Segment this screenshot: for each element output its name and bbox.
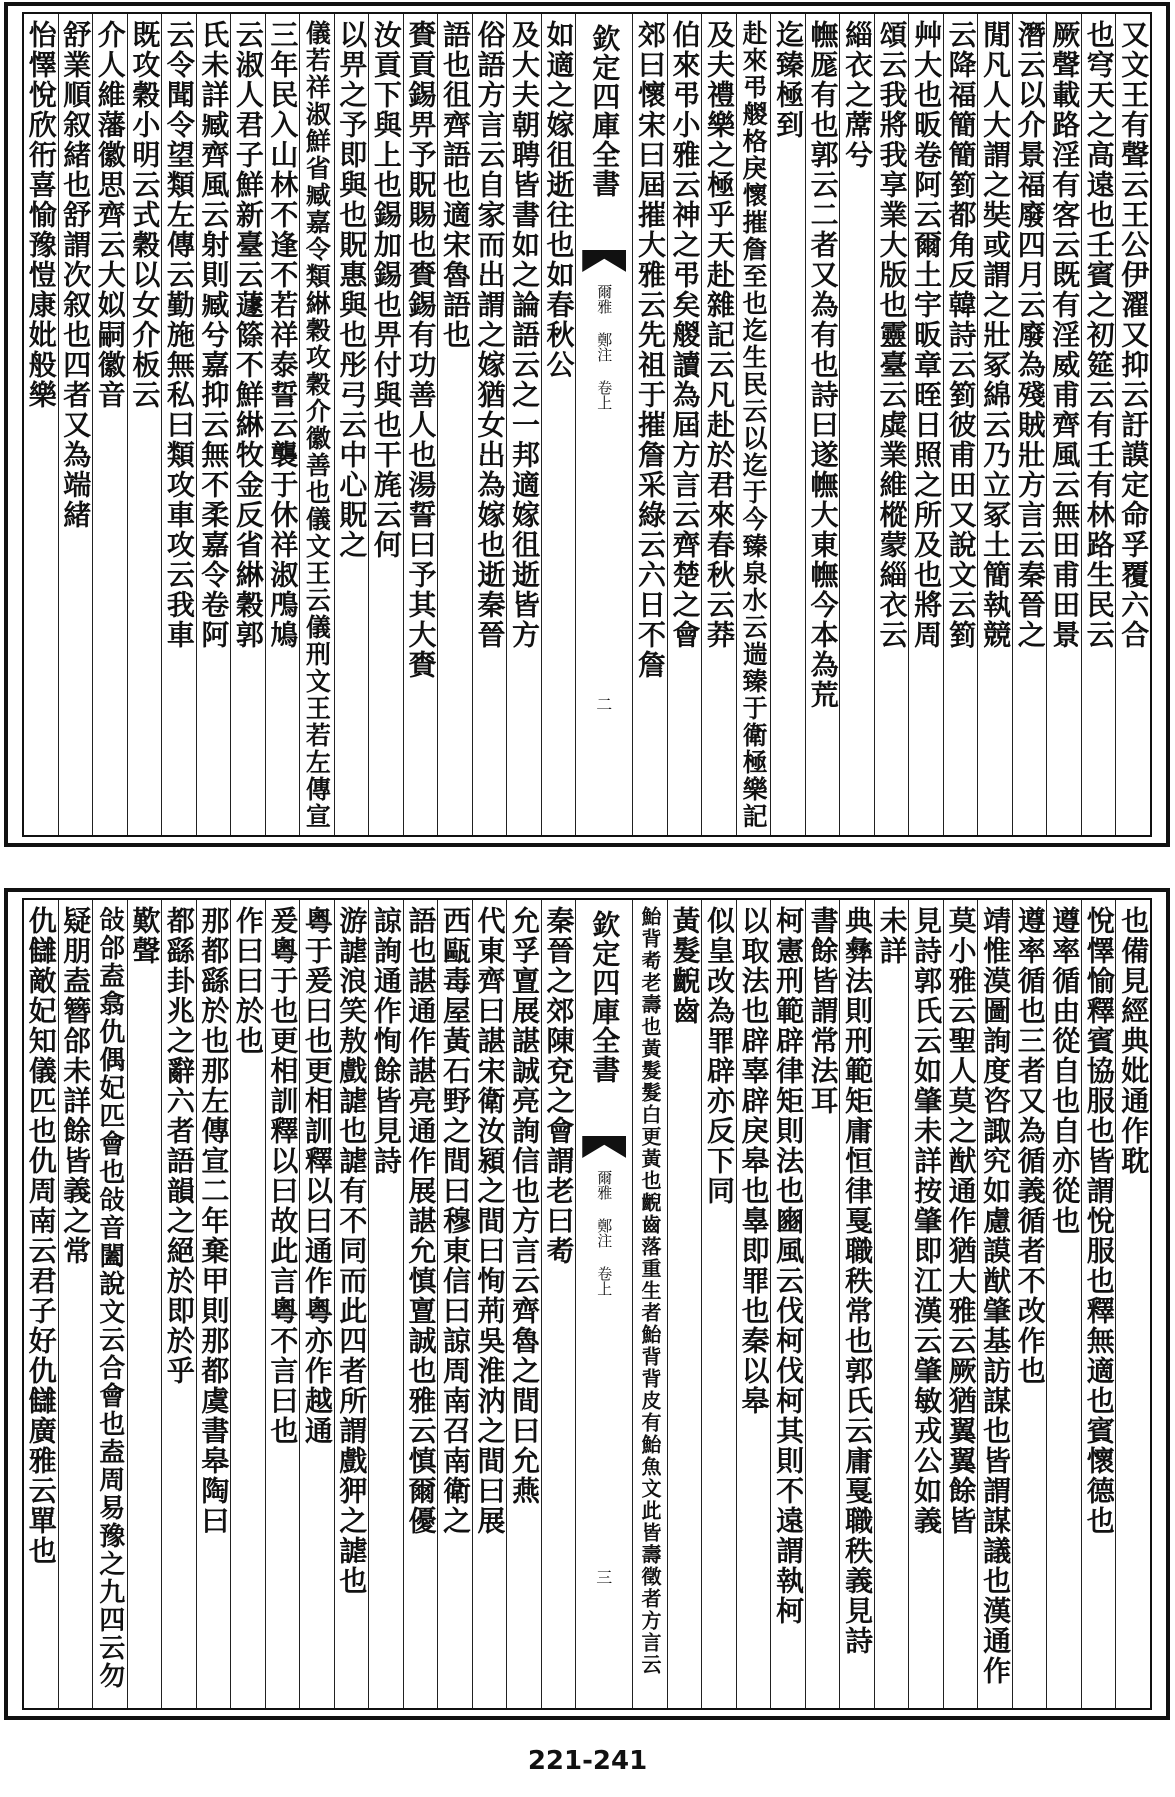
text-column <box>161 900 196 1708</box>
book-title: 欽定四庫全書 <box>588 910 622 1084</box>
column-text: 以畀之予即與也貺惠與也彤弓云中心貺之 <box>335 20 369 560</box>
column-text: 典彝法則刑範矩庸恒律戛職秩常也郭氏云庸戛職秩義見詩 <box>841 906 874 1656</box>
text-column <box>127 900 162 1708</box>
text-column <box>701 14 736 835</box>
text-column <box>1115 900 1150 1708</box>
text-column <box>977 14 1012 835</box>
column-text: 柯憲刑範辟律矩則法也豳風云伐柯伐柯其則不遠謂執柯 <box>772 906 805 1626</box>
column-text: 云令聞令望類左傳云勤施無私曰類攻車攻云我車 <box>162 20 196 650</box>
text-column <box>839 900 874 1708</box>
column-text: 汝貢下與上也錫加錫也畀付與也干旄云何 <box>369 20 403 560</box>
column-text: 艸大也昄卷阿云爾土宇昄章晊日照之所及也將周 <box>910 20 943 650</box>
text-column <box>770 14 805 835</box>
column-text: 伯來弔小雅云神之弔矣艐讀為屆方言云齊楚之會 <box>668 20 702 650</box>
text-column <box>736 14 771 835</box>
column-text: 也穹天之高遠也壬賓之初筵云有壬有林路生民云 <box>1082 20 1116 650</box>
column-text: 疑朋盍簪郃未詳餘皆義之常 <box>59 906 93 1266</box>
text-column <box>437 900 472 1708</box>
column-text: 書餘皆謂常法耳 <box>806 906 840 1116</box>
text-column <box>506 900 541 1708</box>
column-text: 怡懌悅欣衎喜愉豫愷康妣般樂 <box>24 20 58 410</box>
column-text: 赴來弔艐格戾懷摧詹至也迄生民云以迄于今臻泉水云遄臻于衛極樂記 <box>739 20 769 830</box>
text-column <box>196 14 231 835</box>
text-column <box>805 14 840 835</box>
column-text: 賚貢錫畀予貺賜也賚錫有功善人也湯誓曰予其大賚 <box>404 20 438 680</box>
volume-label: 爾雅 鄭注 卷上 <box>595 284 614 410</box>
text-column <box>299 14 334 835</box>
column-text: 三年民入山林不逢不若祥泰誓云襲于休祥淑鳲鳩 <box>266 20 300 650</box>
text-column <box>805 900 840 1708</box>
column-text: 靖惟漠圖詢度咨諏究如慮謨猷肇基訪謀也皆謂謀議也漢通作 <box>979 906 1012 1686</box>
text-column <box>839 14 874 835</box>
text-column <box>265 14 300 835</box>
column-text: 游謔浪笑敖戲謔也謔有不同而此四者所謂戲狎之謔也 <box>335 906 369 1596</box>
column-text: 鮐背耇老壽也黃髮髮白更黃也齯齒落重生者鮐背背皮有鮐魚文此皆壽徵者方言云 <box>638 906 663 1676</box>
text-column <box>1115 14 1150 835</box>
bottom-page-columns <box>24 900 1150 1708</box>
bottom-page-frame <box>22 898 1152 1710</box>
text-column <box>334 14 369 835</box>
column-text: 舒業順叙緒也舒謂次叙也四者又為端緒 <box>59 20 93 530</box>
top-page-frame <box>22 12 1152 837</box>
text-column <box>1046 14 1081 835</box>
text-column <box>1081 14 1116 835</box>
text-column <box>977 900 1012 1708</box>
text-column <box>943 14 978 835</box>
center-fold-column <box>575 14 632 835</box>
column-text: 潛云以介景福廢四月云廢為殘賊壯方言云秦晉之 <box>1013 20 1047 650</box>
text-column <box>908 14 943 835</box>
column-text: 作曰曰於也 <box>231 906 265 1056</box>
column-text: 厥聲載路淫有客云既有淫威甫齊風云無田甫田景 <box>1048 20 1081 650</box>
text-column <box>92 14 127 835</box>
folio-number: 二 <box>596 695 613 714</box>
text-column <box>472 14 507 835</box>
column-text: 及大夫朝聘皆書如之論語云之一邦適嫁徂逝皆方 <box>507 20 541 650</box>
text-column <box>24 14 58 835</box>
center-fold-column <box>575 900 632 1708</box>
text-column <box>58 14 93 835</box>
text-column <box>24 900 58 1708</box>
column-text: 歎聲 <box>128 906 162 966</box>
text-column <box>908 900 943 1708</box>
text-column <box>230 900 265 1708</box>
column-text: 云淑人君子鮮新臺云蘧篨不鮮綝牧金反省綝穀郭 <box>231 20 265 650</box>
column-text: 介人維藩徽思齊云大姒嗣徽音 <box>93 20 127 410</box>
column-text: 仇讎敵妃知儀匹也仇周南云君子好仇讎廣雅云單也 <box>24 906 58 1566</box>
column-text: 西甌毒屋黃石野之間曰穆東信曰諒周南召南衛之 <box>438 906 472 1536</box>
column-text: 緇衣之蓆兮 <box>841 20 874 170</box>
column-text: 俗語方言云自家而出謂之嫁猶女出為嫁也逝秦晉 <box>473 20 507 650</box>
column-text: 以取法也辟辜辟戾皋也辠即罪也秦以皋 <box>737 906 771 1416</box>
column-text: 敆郃盍翕仇偶妃匹會也敆音闔說文云合會也盍周易豫之九四云勿 <box>94 906 125 1690</box>
text-column <box>736 900 771 1708</box>
text-column <box>667 14 702 835</box>
column-text: 似皇改為罪辟亦反下同 <box>703 906 736 1206</box>
text-column <box>403 900 438 1708</box>
text-column <box>196 900 231 1708</box>
column-text: 云降福簡簡箌都角反韓詩云箌彼甫田又說文云箌 <box>944 20 978 650</box>
page-range-footer: 221-241 <box>527 1746 648 1776</box>
text-column <box>127 14 162 835</box>
column-text: 悅懌愉釋賓協服也皆謂悅服也釋無適也賓懷德也 <box>1082 906 1116 1536</box>
bottom-page <box>4 888 1170 1720</box>
column-text: 莫小雅云聖人莫之猷通作猶大雅云厥猶翼翼餘皆 <box>944 906 978 1536</box>
column-text: 遵率循由從自也自亦從也 <box>1048 906 1081 1236</box>
column-text: 諒詢通作恂餘皆見詩 <box>369 906 403 1176</box>
column-text: 幠厖有也郭云二者又為有也詩曰遂幠大東幠今本為荒 <box>806 20 840 710</box>
text-column <box>541 900 576 1708</box>
fishtail-mark-icon <box>582 250 626 272</box>
text-column <box>943 900 978 1708</box>
column-text: 郊曰懷宋曰屆摧大雅云先祖于摧詹采綠云六日不詹 <box>634 20 667 680</box>
column-text: 頌云我將我享業大版也靈臺云虡業維樅蒙緇衣云 <box>875 20 909 650</box>
column-text: 既攻穀小明云式穀以女介板云 <box>128 20 162 410</box>
text-column <box>770 900 805 1708</box>
text-column <box>368 14 403 835</box>
text-column <box>874 14 909 835</box>
column-text: 也備見經典妣通作耽 <box>1117 906 1150 1176</box>
fishtail-mark-icon <box>582 1136 626 1158</box>
column-text: 如適之嫁徂逝往也如春秋公 <box>542 20 576 380</box>
text-column <box>368 900 403 1708</box>
text-column <box>334 900 369 1708</box>
top-page-columns <box>24 14 1150 835</box>
column-text: 黃髮齯齒 <box>668 906 702 1026</box>
text-column <box>403 14 438 835</box>
column-text: 代東齊曰諶宋衛汝潁之間曰恂荊吳淮汭之間曰展 <box>473 906 507 1536</box>
text-column <box>1081 900 1116 1708</box>
text-column <box>667 900 702 1708</box>
text-column <box>541 14 576 835</box>
column-text: 未詳 <box>875 906 909 966</box>
text-column <box>161 14 196 835</box>
folio-number: 三 <box>596 1568 613 1587</box>
text-column <box>1046 900 1081 1708</box>
text-column <box>265 900 300 1708</box>
text-column <box>299 900 334 1708</box>
column-text: 儀若祥淑鮮省臧嘉令類綝穀攻穀介徽善也儀文王云儀刑文王若左傳宣 <box>302 20 332 830</box>
column-text: 閒凡人大謂之奘或謂之壯冢綿云乃立冢土簡執競 <box>979 20 1012 650</box>
text-column <box>92 900 127 1708</box>
column-text: 見詩郭氏云如肇未詳按肇即江漢云肇敏戎公如義 <box>910 906 943 1536</box>
column-text: 那都繇於也那左傳宣二年棄甲則那都虞書皋陶曰 <box>197 906 231 1536</box>
text-column <box>701 900 736 1708</box>
column-text: 又文王有聲云王公伊濯又抑云訏謨定命孚覆六合 <box>1117 20 1150 650</box>
column-text: 及夫禮樂之極乎天赴雜記云凡赴於君來春秋云莽 <box>703 20 736 650</box>
text-column <box>506 14 541 835</box>
text-column <box>632 900 667 1708</box>
column-text: 遵率循也三者又為循義循者不改作也 <box>1013 906 1047 1386</box>
volume-label: 爾雅 鄭注 卷上 <box>595 1170 614 1296</box>
column-text: 允孚亶展諶誠亮詢信也方言云齊魯之間曰允燕 <box>507 906 541 1506</box>
book-title: 欽定四庫全書 <box>588 24 622 198</box>
text-column <box>58 900 93 1708</box>
text-column <box>632 14 667 835</box>
column-text: 爰粵于也更相訓釋以曰故此言粵不言曰也 <box>266 906 300 1446</box>
column-text: 秦晉之郊陳兗之會謂老曰耇 <box>542 906 576 1266</box>
text-column <box>437 14 472 835</box>
text-column <box>472 900 507 1708</box>
top-page <box>4 2 1170 847</box>
column-text: 語也諶通作諶亮通作展諶允慎亶誠也雅云慎爾優 <box>404 906 438 1536</box>
column-text: 語也徂齊語也適宋魯語也 <box>438 20 472 350</box>
column-text: 氏未詳臧齊風云射則臧兮嘉抑云無不柔嘉令卷阿 <box>197 20 231 650</box>
text-column <box>1012 14 1047 835</box>
column-text: 都繇卦兆之辭六者語韻之絕於即於乎 <box>162 906 196 1386</box>
column-text: 迄臻極到 <box>772 20 805 140</box>
column-text: 粵于爰曰也更相訓釋以曰通作粵亦作越通 <box>300 906 334 1446</box>
text-column <box>1012 900 1047 1708</box>
text-column <box>874 900 909 1708</box>
text-column <box>230 14 265 835</box>
